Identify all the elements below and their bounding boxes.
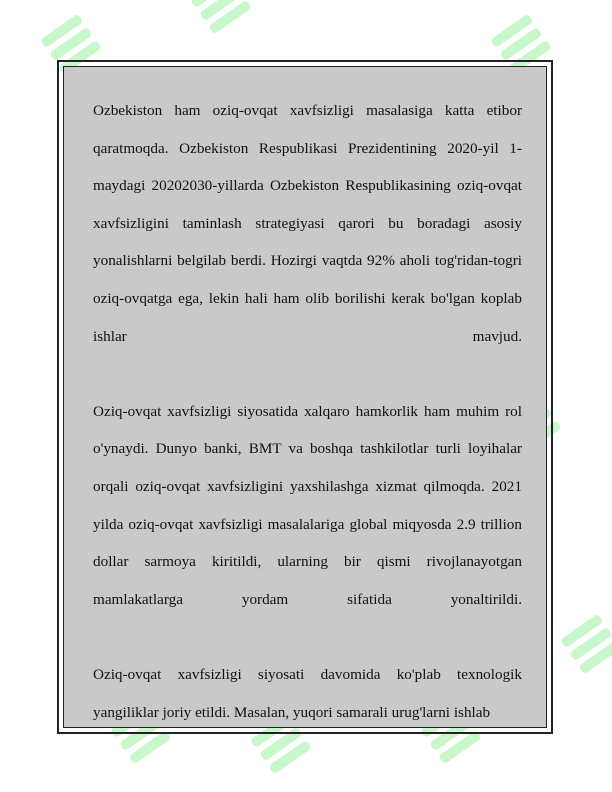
document-body	[93, 92, 522, 728]
paragraph-1: Ozbekiston ham oziq-ovqat xavfsizligi masalasiga katta etibor qaratmoqda. Ozbekiston Respublikasi Prezidentining 2020-yil 1-maydagi 20202030-yillarda Ozbekiston Respublikasining oziq-ovqat xavfsizligini taminlash strategiyasi qarori bu boradagi asosiy yonalishlarni belgilab berdi. Hozirgi vaqtda 92% aholi tog'ridan-togri oziq-ovqatga ega, lekin hali ham olib borilishi kerak bo'lgan koplab ishlar mavjud.	[93, 102, 522, 345]
paragraph-2: Oziq-ovqat xavfsizligi siyosatida xalqaro hamkorlik ham muhim rol o'ynaydi. Dunyo banki, BMT va boshqa tashkilotlar turli loyihalar orqali oziq-ovqat xavfsizligini yaxshilashga xizmat qilmoqda. 2021 yilda oziq-ovqat xavfsizligi masalalariga global miqyosda 2.9 trillion dollar sarmoya kiritildi, ularning bir qismi rivojlanayotgan mamlakatlarga yordam sifatida yonaltirildi.	[93, 402, 522, 608]
text-panel	[63, 66, 547, 728]
page-frame	[57, 60, 553, 734]
paragraph-3: Oziq-ovqat xavfsizligi siyosati davomida ko'plab texnologik yangiliklar joriy etildi. Masalan, yuqori samarali urug'larni ishlab	[93, 665, 522, 721]
